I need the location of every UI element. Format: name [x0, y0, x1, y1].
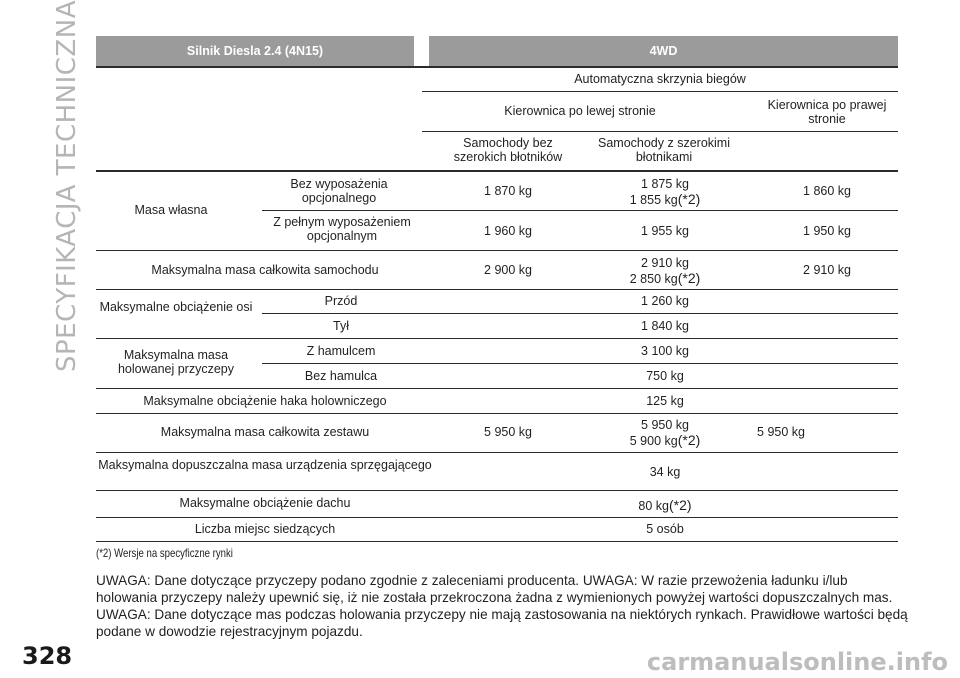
- divider: [422, 131, 898, 132]
- table-header-drive: 4WD: [429, 36, 898, 66]
- gvw-label: Maksymalna masa całkowita samochodu: [151, 263, 379, 277]
- trailer-braked-label: Z hamulcem: [306, 344, 376, 358]
- gvw-v2a: 2 910 kg: [641, 256, 689, 270]
- curb-without-v1: 1 870 kg: [484, 184, 532, 198]
- gcw-v2a: 5 950 kg: [641, 418, 689, 432]
- roof-label: Maksymalne obciążenie dachu: [179, 496, 351, 510]
- gcw-v3: 5 950 kg: [757, 425, 805, 439]
- divider: [96, 388, 898, 389]
- value-text: 1 855 kg: [629, 193, 678, 207]
- divider: [422, 91, 898, 92]
- axle-label: Maksymalne obciążenie osi: [99, 300, 253, 314]
- divider: [262, 313, 898, 314]
- hitch-value: 125 kg: [646, 394, 684, 408]
- trailer-braked-value: 3 100 kg: [641, 344, 689, 358]
- divider: [96, 170, 898, 172]
- watermark: carmanualsonline.info: [646, 648, 948, 676]
- trailer-label: Maksymalna masa holowanej przyczepy: [117, 348, 235, 376]
- axle-front-label: Przód: [324, 294, 358, 308]
- seats-label: Liczba miejsc siedzących: [194, 522, 336, 536]
- divider: [96, 541, 898, 542]
- divider: [96, 490, 898, 491]
- divider: [96, 250, 898, 251]
- table-footnote: (*2) Wersje na specyficzne rynki: [96, 546, 233, 560]
- divider: [96, 517, 898, 518]
- value-text: 80 kg: [638, 499, 670, 513]
- page-number: 328: [22, 642, 73, 670]
- axle-front-value: 1 260 kg: [641, 294, 689, 308]
- no-fenders-header: Samochody bez szerokich błotników: [453, 136, 563, 164]
- divider: [96, 413, 898, 414]
- lhd-header: Kierownica po lewej stronie: [504, 104, 656, 118]
- divider: [96, 452, 898, 453]
- value-text: 2 850 kg: [629, 272, 678, 286]
- gcw-v1: 5 950 kg: [484, 425, 532, 439]
- curb-without-label: Bez wyposażenia opcjonalnego: [290, 177, 388, 205]
- curb-weight-label: Masa własna: [134, 203, 208, 217]
- curb-without-v3: 1 860 kg: [803, 184, 851, 198]
- rhd-header: Kierownica po prawej stronie: [767, 98, 887, 126]
- gvw-v1: 2 900 kg: [484, 263, 532, 277]
- footnote-ref: (*2): [677, 270, 701, 286]
- footnote-ref: (*2): [677, 191, 701, 207]
- warning-paragraph: UWAGA: Dane dotyczące przyczepy podano zgodnie z zaleceniami producenta. UWAGA: W razie przewożenia ładunku i/lub holowania przyczepy należy upewnić się, iż nie została przekroczona żadna z wymienionych powyżej wartości dopuszczalnych mas. UWAGA: Dane dotyczące mas podczas holowania przyczepy nie mają zastosowania na niektórych rynkach. Prawidłowe wartości będą podane w dowodzie rejestracyjnym pojazdu.: [96, 573, 908, 639]
- footnote-ref: (*2): [677, 432, 701, 448]
- curb-with-v2: 1 955 kg: [641, 224, 689, 238]
- gvw-v3: 2 910 kg: [803, 263, 851, 277]
- coupling-label: Maksymalna dopuszczalna masa urządzenia sprzęgającego: [98, 458, 432, 472]
- trailer-unbraked-value: 750 kg: [646, 369, 684, 383]
- roof-value: [592, 498, 738, 513]
- footnote-ref: (*2): [669, 497, 692, 513]
- gvw-v2b: [592, 271, 738, 286]
- divider: [96, 338, 898, 339]
- wide-fenders-header: Samochody z szerokimi błotnikami: [598, 136, 730, 164]
- divider: [262, 363, 898, 364]
- gcw-label: Maksymalna masa całkowita zestawu: [160, 425, 370, 439]
- curb-without-v2a: 1 875 kg: [641, 177, 689, 191]
- side-section-title: SPECYFIKACJA TECHNICZNA: [52, 0, 82, 372]
- trailer-unbraked-label: Bez hamulca: [304, 369, 378, 383]
- gearbox-header: Automatyczna skrzynia biegów: [574, 72, 746, 86]
- table-header-engine: Silnik Diesla 2.4 (4N15): [96, 36, 414, 66]
- value-text: 5 900 kg: [629, 434, 678, 448]
- axle-rear-value: 1 840 kg: [641, 319, 689, 333]
- axle-rear-label: Tył: [333, 319, 349, 333]
- divider: [96, 289, 898, 290]
- divider: [262, 210, 898, 211]
- seats-value: 5 osób: [646, 522, 684, 536]
- curb-without-v2b: [592, 192, 738, 207]
- curb-with-v3: 1 950 kg: [803, 224, 851, 238]
- curb-with-v1: 1 960 kg: [484, 224, 532, 238]
- header-underline: [96, 66, 898, 68]
- curb-with-label: Z pełnym wyposażeniem opcjonalnym: [273, 215, 411, 243]
- coupling-value: 34 kg: [649, 465, 681, 479]
- hitch-label: Maksymalne obciążenie haka holowniczego: [143, 394, 387, 408]
